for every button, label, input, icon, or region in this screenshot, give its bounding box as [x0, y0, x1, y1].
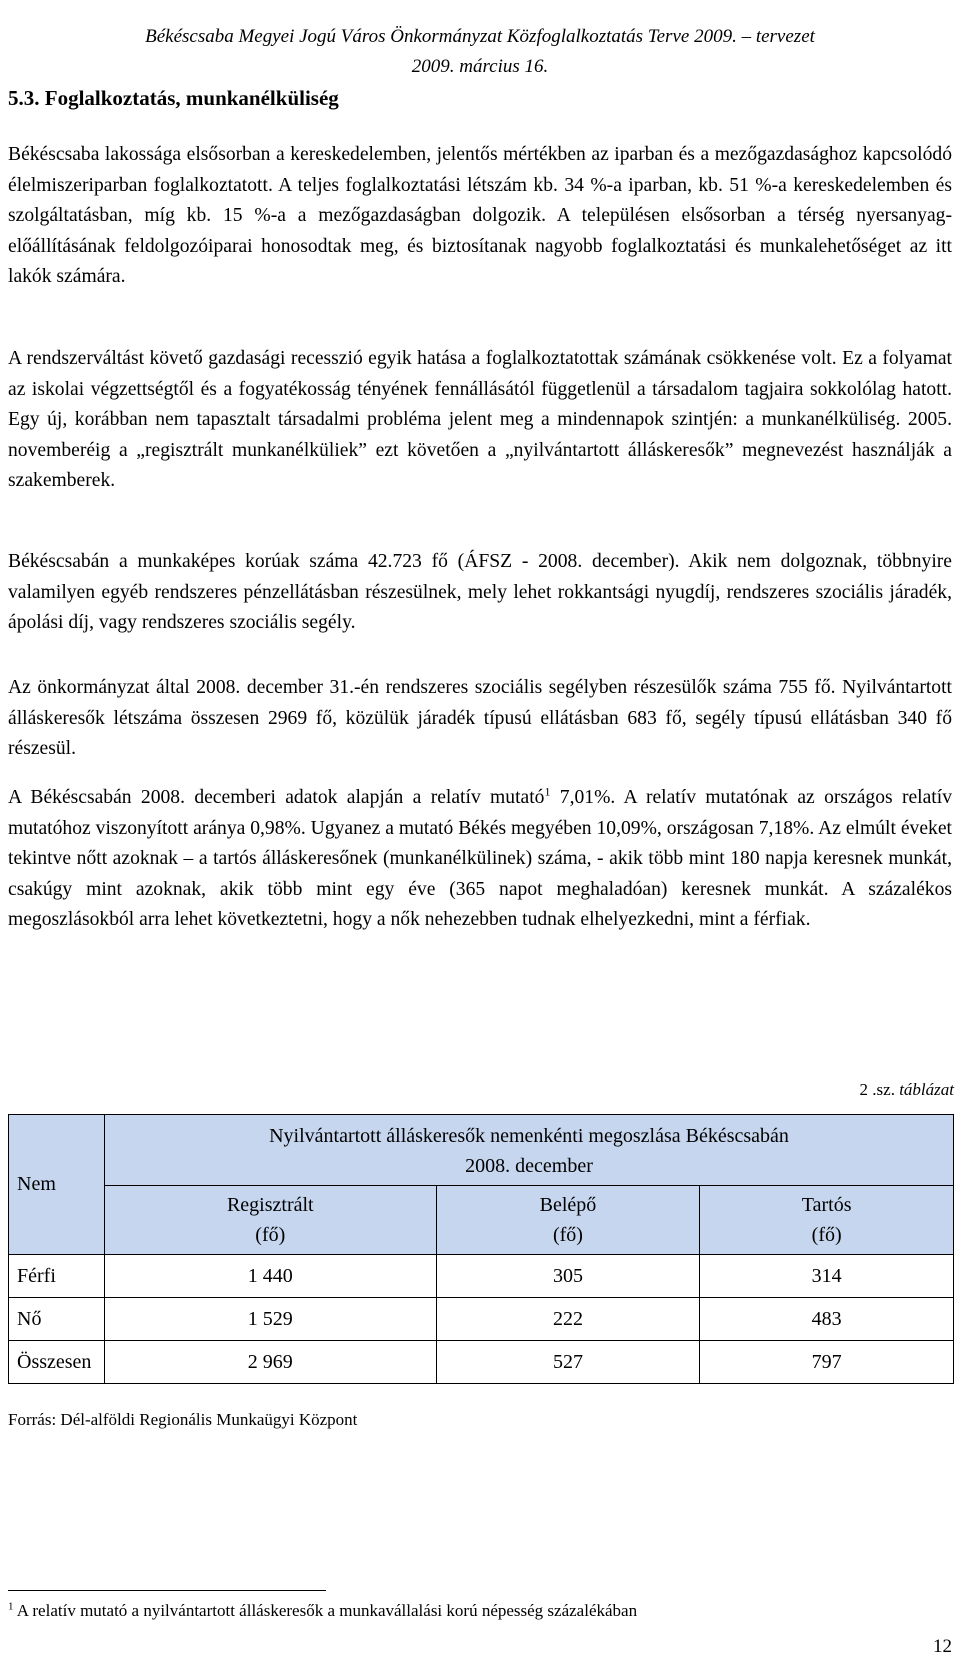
paragraph-2: [8, 344, 952, 497]
cell-registered: 1 440: [104, 1255, 436, 1298]
table-caption: [860, 1080, 954, 1100]
col-header-longterm-label: Tartós: [801, 1194, 852, 1216]
col-header-longterm: [700, 1186, 954, 1255]
table-title-line-1: Nyilvántartott álláskeresők nemenkénti megoszlása Békéscsabán: [269, 1125, 789, 1147]
section-title: 5.3. Foglalkoztatás, munkanélküliség: [8, 86, 339, 110]
paragraph-3-text: Békéscsabán a munkaképes korúak száma 42.723 fő (ÁFSZ - 2008. december). Akik nem dolgoznak, többnyire valamilyen egyéb rendszeres pénzellátásban részesülnek, mely lehet rokkantsági nyugdíj, rendszeres szociális járadék, ápolási díj, vagy rendszeres szociális segély.: [8, 551, 952, 633]
paragraph-1: [8, 140, 952, 293]
table-caption-label: táblázat: [899, 1080, 954, 1099]
table-title-row: [9, 1115, 954, 1186]
footnote: [8, 1601, 637, 1621]
footnote-marker: 1: [8, 1600, 14, 1613]
footnote-separator: [8, 1590, 326, 1591]
col-header-entrants-unit: (fő): [552, 1224, 583, 1246]
col-header-entrants-label: Belépő: [539, 1194, 597, 1216]
table-caption-number: 2 .sz.: [859, 1080, 900, 1099]
paragraph-4: [8, 673, 952, 765]
document-header: [0, 22, 960, 82]
paragraph-5-start: A Békéscsabán 2008. decemberi adatok alapján a relatív mutató: [8, 787, 545, 808]
column-header-row: [9, 1186, 954, 1255]
cell-longterm: 483: [700, 1298, 954, 1341]
row-label: Nő: [9, 1298, 105, 1341]
col-header-nem: Nem: [9, 1115, 105, 1255]
paragraph-5: [8, 783, 952, 936]
page-number: 12: [933, 1636, 952, 1657]
table-source: Forrás: Dél-alföldi Regionális Munkaügyi Központ: [8, 1410, 358, 1429]
col-header-registered: [104, 1186, 436, 1255]
cell-registered: 2 969: [104, 1341, 436, 1384]
table-row: [9, 1341, 954, 1384]
col-header-registered-unit: (fő): [255, 1224, 286, 1246]
cell-entrants: 222: [436, 1298, 700, 1341]
row-label: Összesen: [9, 1341, 105, 1384]
col-header-entrants: [436, 1186, 700, 1255]
row-label: Férfi: [9, 1255, 105, 1298]
cell-entrants: 305: [436, 1255, 700, 1298]
col-header-longterm-unit: (fő): [811, 1224, 842, 1246]
table-title-line-2: 2008. december: [465, 1155, 593, 1177]
table-row: [9, 1298, 954, 1341]
table-row: [9, 1255, 954, 1298]
paragraph-5-text: [8, 783, 952, 936]
header-line-2: 2009. március 16.: [411, 56, 549, 77]
col-header-registered-label: Regisztrált: [226, 1194, 314, 1216]
table-title: [104, 1115, 953, 1186]
cell-entrants: 527: [436, 1341, 700, 1384]
paragraph-5-end: 7,01%. A relatív mutatónak az országos relatív mutatóhoz viszonyított aránya 0,98%. Ugyanez a mutató Békés megyében 10,09%, országosan 7,18%. Az elmúlt éveket tekintve nőtt azoknak – a tartós álláskeresőnek (munkanélkülinek) száma, - akik több mint 180 napja keresnek munkát, csakúgy mint azoknak, akik több mint egy éve (365 napot meghaladóan) keresnek munkát. A százalékos megoszlásokból arra lehet következtetni, hogy a nők nehezebben tudnak elhelyezkedni, mint a férfiak.: [8, 787, 952, 930]
paragraph-3: [8, 547, 952, 639]
paragraph-1-text: Békéscsaba lakossága elsősorban a kereskedelemben, jelentős mértékben az iparban és a mezőgazdasághoz kapcsolódó élelmiszeriparban foglalkoztatott. A teljes foglalkoztatási létszám kb. 34 %-a iparban, kb. 51 %-a kereskedelemben és szolgáltatásban, míg kb. 15 %-a a mezőgazdaságban dolgozik. A településen elsősorban a térség nyersanyag-előállításának feldolgozóiparai honosodtak meg, és biztosítanak nagyobb foglalkoztatási és munkalehetőséget az itt lakók számára.: [8, 144, 952, 287]
paragraph-4-text: Az önkormányzat által 2008. december 31.-én rendszeres szociális segélyben részesülők száma 755 fő. Nyilvántartott álláskeresők létszáma összesen 2969 fő, közülük járadék típusú ellátásban 683 fő, segély típusú ellátásban 340 fő részesül.: [8, 677, 952, 759]
cell-registered: 1 529: [104, 1298, 436, 1341]
cell-longterm: 797: [700, 1341, 954, 1384]
cell-longterm: 314: [700, 1255, 954, 1298]
paragraph-2-text: A rendszerváltást követő gazdasági recesszió egyik hatása a foglalkoztatottak számának csökkenése volt. Ez a folyamat az iskolai végzettségtől és a fogyatékosság tényének fennállásától függetlenül a társadalom tagjaira sokkolólag hatott. Egy új, korábban nem tapasztalt társadalmi probléma jelent meg a mindennapok szintjén: a munkanélküliség. 2005. novemberéig a „regisztrált munkanélküliek” ezt követően a „nyilvántartott álláskeresők” megnevezést használják a szakemberek.: [8, 348, 952, 491]
header-line-1: Békéscsaba Megyei Jogú Város Önkormányzat Közfoglalkoztatás Terve 2009. – tervezet: [145, 26, 815, 47]
footnote-text: A relatív mutató a nyilvántartott álláskeresők a munkavállalási korú népesség százalékában: [13, 1601, 638, 1620]
footnote-ref[interactable]: 1: [544, 784, 551, 799]
job-seekers-table: [8, 1114, 954, 1384]
